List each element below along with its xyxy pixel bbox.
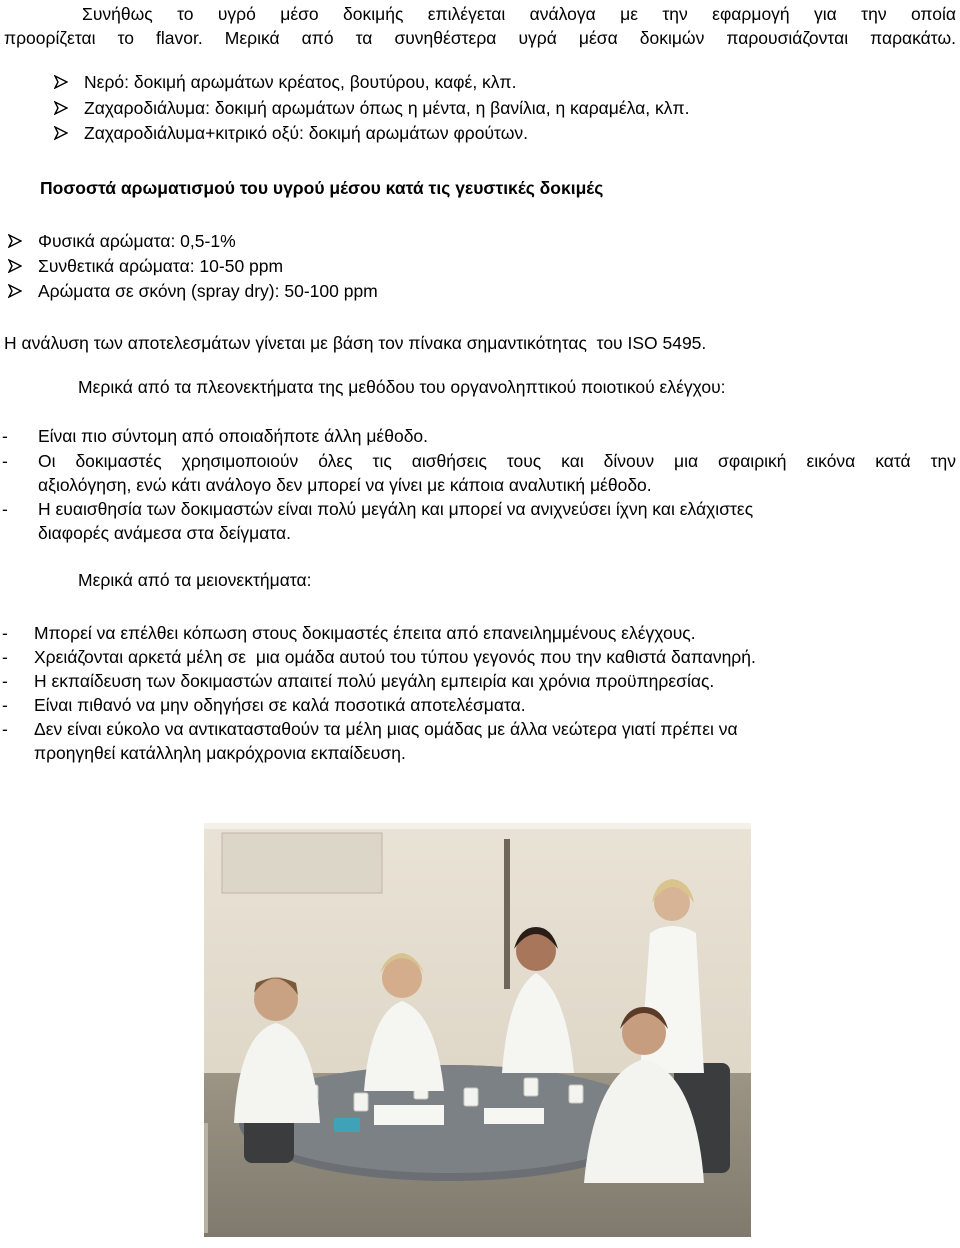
arrow-bullet-icon (54, 70, 84, 95)
media-list-text: Ζαχαροδιάλυμα: δοκιμή αρωμάτων όπως η μέντα, η βανίλια, η καραμέλα, κλπ. (84, 98, 690, 118)
disadvantages-title: Μερικά από τα μειονεκτήματα: (78, 570, 312, 590)
advantage-text: Οι δοκιμαστές χρησιμοποιούν όλες τις αισθήσεις τους και δίνουν μια σφαιρική εικόνα κατά την (38, 451, 956, 471)
dash-bullet: - (2, 426, 8, 446)
media-list-text: Ζαχαροδιάλυμα+κιτρικό οξύ: δοκιμή αρωμάτων φρούτων. (84, 123, 528, 143)
section-heading: Ποσοστά αρωματισμού του υγρού μέσου κατά τις γευστικές δοκιμές (40, 178, 604, 198)
media-list-item (54, 70, 517, 94)
analysis-text: Η ανάλυση των αποτελεσμάτων γίνεται με βάση τον πίνακα σημαντικότητας του ISO 5495. (4, 333, 707, 353)
media-list-item (54, 121, 528, 145)
dash-bullet: - (2, 623, 8, 643)
percent-list-item (8, 229, 236, 253)
dash-bullet: - (2, 695, 8, 715)
media-list-item (54, 96, 689, 120)
media-list-text: Νερό: δοκιμή αρωμάτων κρέατος, βουτύρου, καφέ, κλπ. (84, 72, 517, 92)
disadvantage-text-continued: προηγηθεί κατάλληλη μακρόχρονια εκπαίδευση. (34, 743, 406, 763)
arrow-bullet-icon (8, 279, 38, 304)
advantage-text: Είναι πιο σύντομη από οποιαδήποτε άλλη μέθοδο. (38, 426, 429, 446)
disadvantage-text: Μπορεί να επέλθει κόπωση στους δοκιμαστές έπειτα από επανειλημμένους ελέγχους. (34, 623, 696, 643)
advantage-text-continued: διαφορές ανάμεσα στα δείγματα. (38, 523, 291, 543)
intro-line-2: προορίζεται το flavor. Μερικά από τα συνηθέστερα υγρά μέσα δοκιμών παρουσιάζονται παρακάτω. (4, 28, 956, 48)
dash-bullet: - (2, 719, 8, 739)
percent-list-text: Αρώματα σε σκόνη (spray dry): 50-100 ppm (38, 281, 378, 301)
dash-bullet: - (2, 671, 8, 691)
advantages-title: Μερικά από τα πλεονεκτήματα της μεθόδου του οργανοληπτικού ποιοτικού ελέγχου: (78, 377, 726, 397)
disadvantage-text: Δεν είναι εύκολο να αντικατασταθούν τα μέλη μιας ομάδας με άλλα νεώτερα γιατί πρέπει να (34, 719, 738, 739)
percent-list-text: Συνθετικά αρώματα: 10-50 ppm (38, 256, 284, 276)
arrow-bullet-icon (54, 96, 84, 121)
arrow-bullet-icon (8, 254, 38, 279)
advantage-text: Η ευαισθησία των δοκιμαστών είναι πολύ μεγάλη και μπορεί να ανιχνεύσει ίχνη και ελάχιστες (38, 499, 754, 519)
disadvantage-text: Χρειάζονται αρκετά μέλη σε μια ομάδα αυτού του τύπου γεγονός που την καθιστά δαπανηρή. (34, 647, 756, 667)
disadvantage-text: Η εκπαίδευση των δοκιμαστών απαιτεί πολύ μεγάλη εμπειρία και χρόνια προϋπηρεσίας. (34, 671, 715, 691)
disadvantage-text: Είναι πιθανό να μην οδηγήσει σε καλά ποσοτικά αποτελέσματα. (34, 695, 526, 715)
percent-list-item (8, 279, 378, 303)
arrow-bullet-icon (54, 121, 84, 146)
intro-line-1: Συνήθως το υγρό μέσο δοκιμής επιλέγεται ανάλογα με την εφαρμογή για την οποία (82, 4, 956, 24)
dash-bullet: - (2, 451, 8, 471)
dash-bullet: - (2, 647, 8, 667)
percent-list-text: Φυσικά αρώματα: 0,5-1% (38, 231, 236, 251)
arrow-bullet-icon (8, 229, 38, 254)
percent-list-item (8, 254, 283, 278)
advantage-text-continued: αξιολόγηση, ενώ κάτι ανάλογο δεν μπορεί να γίνει με κάποια αναλυτική μέθοδο. (38, 475, 652, 495)
dash-bullet: - (2, 499, 8, 519)
sensory-panel-photo (204, 823, 751, 1237)
